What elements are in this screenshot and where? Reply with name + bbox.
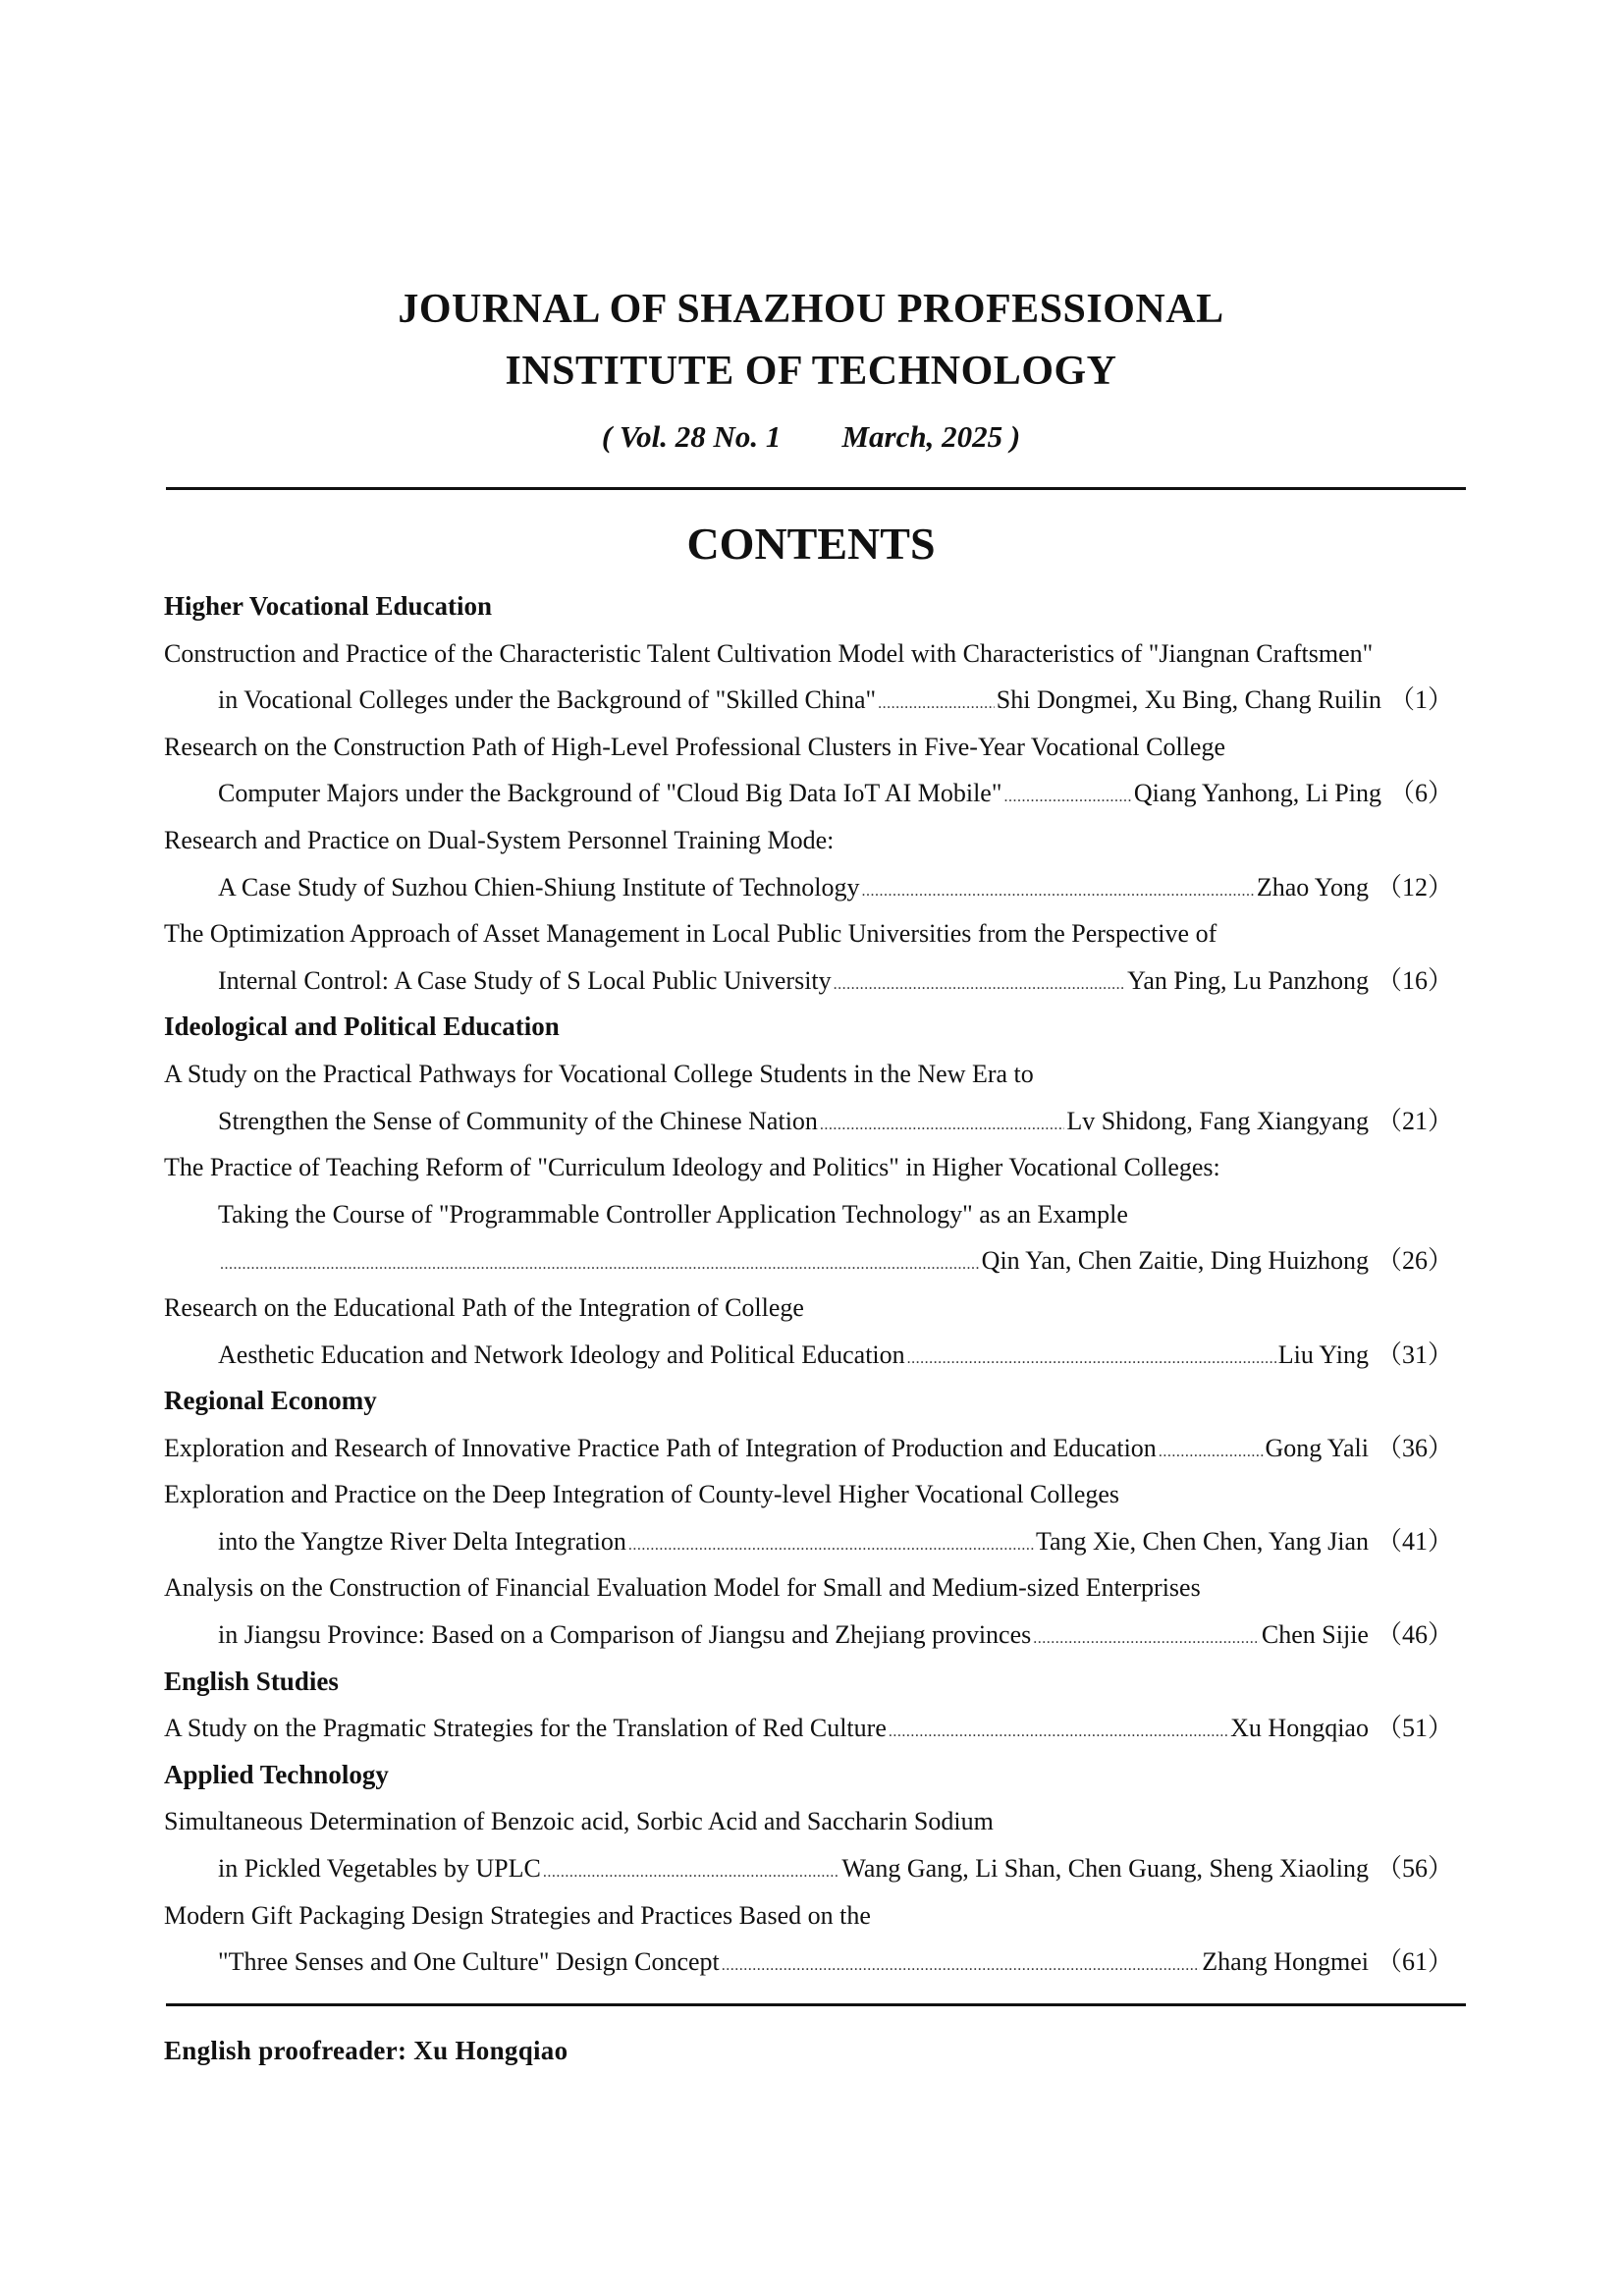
article-title: Modern Gift Packaging Design Strategies and Practices Based on the <box>164 1900 871 1930</box>
article-title: Exploration and Practice on the Deep Integration of County-level Higher Vocational Colleges <box>164 1480 1120 1509</box>
page-number: （26） <box>1376 1246 1453 1276</box>
page-number: （61） <box>1376 1947 1453 1977</box>
dot-leader <box>543 1849 840 1896</box>
article-title-cont: in Vocational Colleges under the Background of "Skilled China" <box>218 685 877 715</box>
toc-entry[interactable] <box>164 1798 1453 1845</box>
dot-leader <box>889 1709 1228 1756</box>
journal-title-line2: INSTITUTE OF TECHNOLOGY <box>505 349 1117 394</box>
article-title-cont: Aesthetic Education and Network Ideology and Political Education <box>218 1339 905 1369</box>
section-heading: Applied Technology <box>164 1759 389 1789</box>
toc-entry[interactable] <box>164 1425 1453 1472</box>
toc-entry[interactable] <box>164 1705 1453 1752</box>
article-title-cont: Internal Control: A Case Study of S Local Public University <box>218 965 832 995</box>
article-title: Construction and Practice of the Characteristic Talent Cultivation Model with Characteristics of "Jiangnan Craftsmen" <box>164 638 1374 668</box>
article-title: Exploration and Research of Innovative Practice Path of Integration of Production and Education <box>164 1433 1157 1462</box>
journal-title-line1: JOURNAL OF SHAZHOU PROFESSIONAL <box>398 287 1224 332</box>
article-title: Research on the Educational Path of the Integration of College <box>164 1292 804 1322</box>
toc-entry[interactable] <box>164 1892 1453 1940</box>
table-of-contents <box>164 583 1453 1986</box>
toc-entry[interactable] <box>164 910 1453 957</box>
section-heading: Regional Economy <box>164 1386 377 1416</box>
toc-entry[interactable] <box>164 1332 1453 1379</box>
article-title: Simultaneous Determination of Benzoic acid, Sorbic Acid and Saccharin Sodium <box>164 1807 994 1836</box>
article-authors: Qiang Yanhong, Li Ping <box>1133 779 1381 808</box>
toc-entry[interactable] <box>164 1237 1453 1285</box>
page-number: （6） <box>1388 779 1453 808</box>
article-title: The Practice of Teaching Reform of "Curriculum Ideology and Politics" in Higher Vocational Colleges: <box>164 1153 1220 1182</box>
dot-leader <box>722 1942 1201 1990</box>
issue-info <box>0 417 1622 457</box>
english-proofreader: English proofreader: Xu Hongqiao <box>164 2036 568 2065</box>
article-title: The Optimization Approach of Asset Management in Local Public Universities from the Perspective of <box>164 919 1217 949</box>
page-number: （31） <box>1376 1339 1453 1369</box>
article-title: Analysis on the Construction of Financial Evaluation Model for Small and Medium-sized Enterprises <box>164 1573 1201 1603</box>
dot-leader <box>878 681 995 728</box>
toc-entry[interactable] <box>164 1845 1453 1892</box>
article-title-cont: Taking the Course of "Programmable Controller Application Technology" as an Example <box>218 1199 1128 1229</box>
dot-leader <box>1159 1429 1264 1476</box>
toc-entry[interactable] <box>164 1285 1453 1332</box>
dot-leader <box>628 1522 1034 1569</box>
article-title: A Study on the Practical Pathways for Vocational College Students in the New Era to <box>164 1059 1034 1088</box>
toc-entry[interactable] <box>164 1191 1453 1238</box>
article-title-cont: A Case Study of Suzhou Chien-Shiung Institute of Technology <box>218 872 860 902</box>
page-number: （56） <box>1376 1854 1453 1884</box>
article-authors: Gong Yali <box>1265 1433 1369 1462</box>
toc-entry[interactable] <box>164 1051 1453 1098</box>
toc-entry[interactable] <box>164 817 1453 864</box>
article-authors: Wang Gang, Li Shan, Chen Guang, Sheng Xiaoling <box>841 1854 1369 1884</box>
toc-entry[interactable] <box>164 1612 1453 1659</box>
bottom-divider <box>166 2003 1466 2006</box>
contents-heading: CONTENTS <box>686 519 936 569</box>
toc-entry[interactable] <box>164 770 1453 817</box>
article-authors: Yan Ping, Lu Panzhong <box>1127 965 1369 995</box>
section-heading: Ideological and Political Education <box>164 1011 560 1042</box>
page-number: （1） <box>1388 685 1453 715</box>
article-authors: Shi Dongmei, Xu Bing, Chang Ruilin <box>996 685 1381 715</box>
page-number: （21） <box>1376 1106 1453 1135</box>
toc-entry[interactable] <box>164 864 1453 911</box>
toc-entry[interactable] <box>164 677 1453 724</box>
dot-leader <box>861 868 1254 915</box>
article-title: Research and Practice on Dual-System Personnel Training Mode: <box>164 825 835 854</box>
section-heading: English Studies <box>164 1666 339 1696</box>
toc-entry[interactable] <box>164 957 1453 1005</box>
dot-leader <box>1033 1615 1260 1663</box>
issue-date: March, 2025 ) <box>841 419 1021 454</box>
article-authors: Qin Yan, Chen Zaitie, Ding Huizhong <box>981 1246 1369 1276</box>
article-title-cont: Strengthen the Sense of Community of the Chinese Nation <box>218 1106 818 1135</box>
toc-entry[interactable] <box>164 1471 1453 1518</box>
page-number: （46） <box>1376 1620 1453 1650</box>
toc-entry[interactable] <box>164 1564 1453 1612</box>
article-authors: Zhao Yong <box>1256 872 1369 902</box>
article-title: Research on the Construction Path of High-Level Professional Clusters in Five-Year Vocational College <box>164 732 1225 761</box>
dot-leader <box>1003 774 1131 821</box>
dot-leader <box>820 1102 1064 1149</box>
toc-entry[interactable] <box>164 1098 1453 1145</box>
toc-entry[interactable] <box>164 1144 1453 1191</box>
page-number: （36） <box>1376 1433 1453 1462</box>
article-title-cont: in Pickled Vegetables by UPLC <box>218 1854 541 1884</box>
dot-leader <box>220 1241 980 1288</box>
article-authors: Xu Hongqiao <box>1230 1714 1369 1743</box>
section-heading: Higher Vocational Education <box>164 591 493 621</box>
page-number: （16） <box>1376 965 1453 995</box>
article-authors: Liu Ying <box>1277 1339 1369 1369</box>
toc-entry[interactable] <box>164 1939 1453 1986</box>
volume-number: ( Vol. 28 No. 1 <box>601 419 782 454</box>
article-title-cont: into the Yangtze River Delta Integration <box>218 1526 626 1556</box>
article-authors: Lv Shidong, Fang Xiangyang <box>1066 1106 1369 1135</box>
dot-leader <box>907 1336 1276 1383</box>
article-title-cont: in Jiangsu Province: Based on a Comparison of Jiangsu and Zhejiang provinces <box>218 1620 1032 1650</box>
article-authors: Zhang Hongmei <box>1202 1947 1369 1977</box>
toc-entry[interactable] <box>164 724 1453 771</box>
article-authors: Tang Xie, Chen Chen, Yang Jian <box>1035 1526 1369 1556</box>
page-number: （51） <box>1376 1714 1453 1743</box>
article-title-cont: "Three Senses and One Culture" Design Concept <box>218 1947 720 1977</box>
article-authors: Chen Sijie <box>1261 1620 1369 1650</box>
article-title: A Study on the Pragmatic Strategies for the Translation of Red Culture <box>164 1714 887 1743</box>
toc-entry[interactable] <box>164 1518 1453 1565</box>
page-number: （41） <box>1376 1526 1453 1556</box>
toc-entry[interactable] <box>164 630 1453 678</box>
page-number: （12） <box>1376 872 1453 902</box>
dot-leader <box>834 961 1125 1009</box>
article-title-cont: Computer Majors under the Background of "Cloud Big Data IoT AI Mobile" <box>218 779 1002 808</box>
top-divider <box>166 487 1466 490</box>
